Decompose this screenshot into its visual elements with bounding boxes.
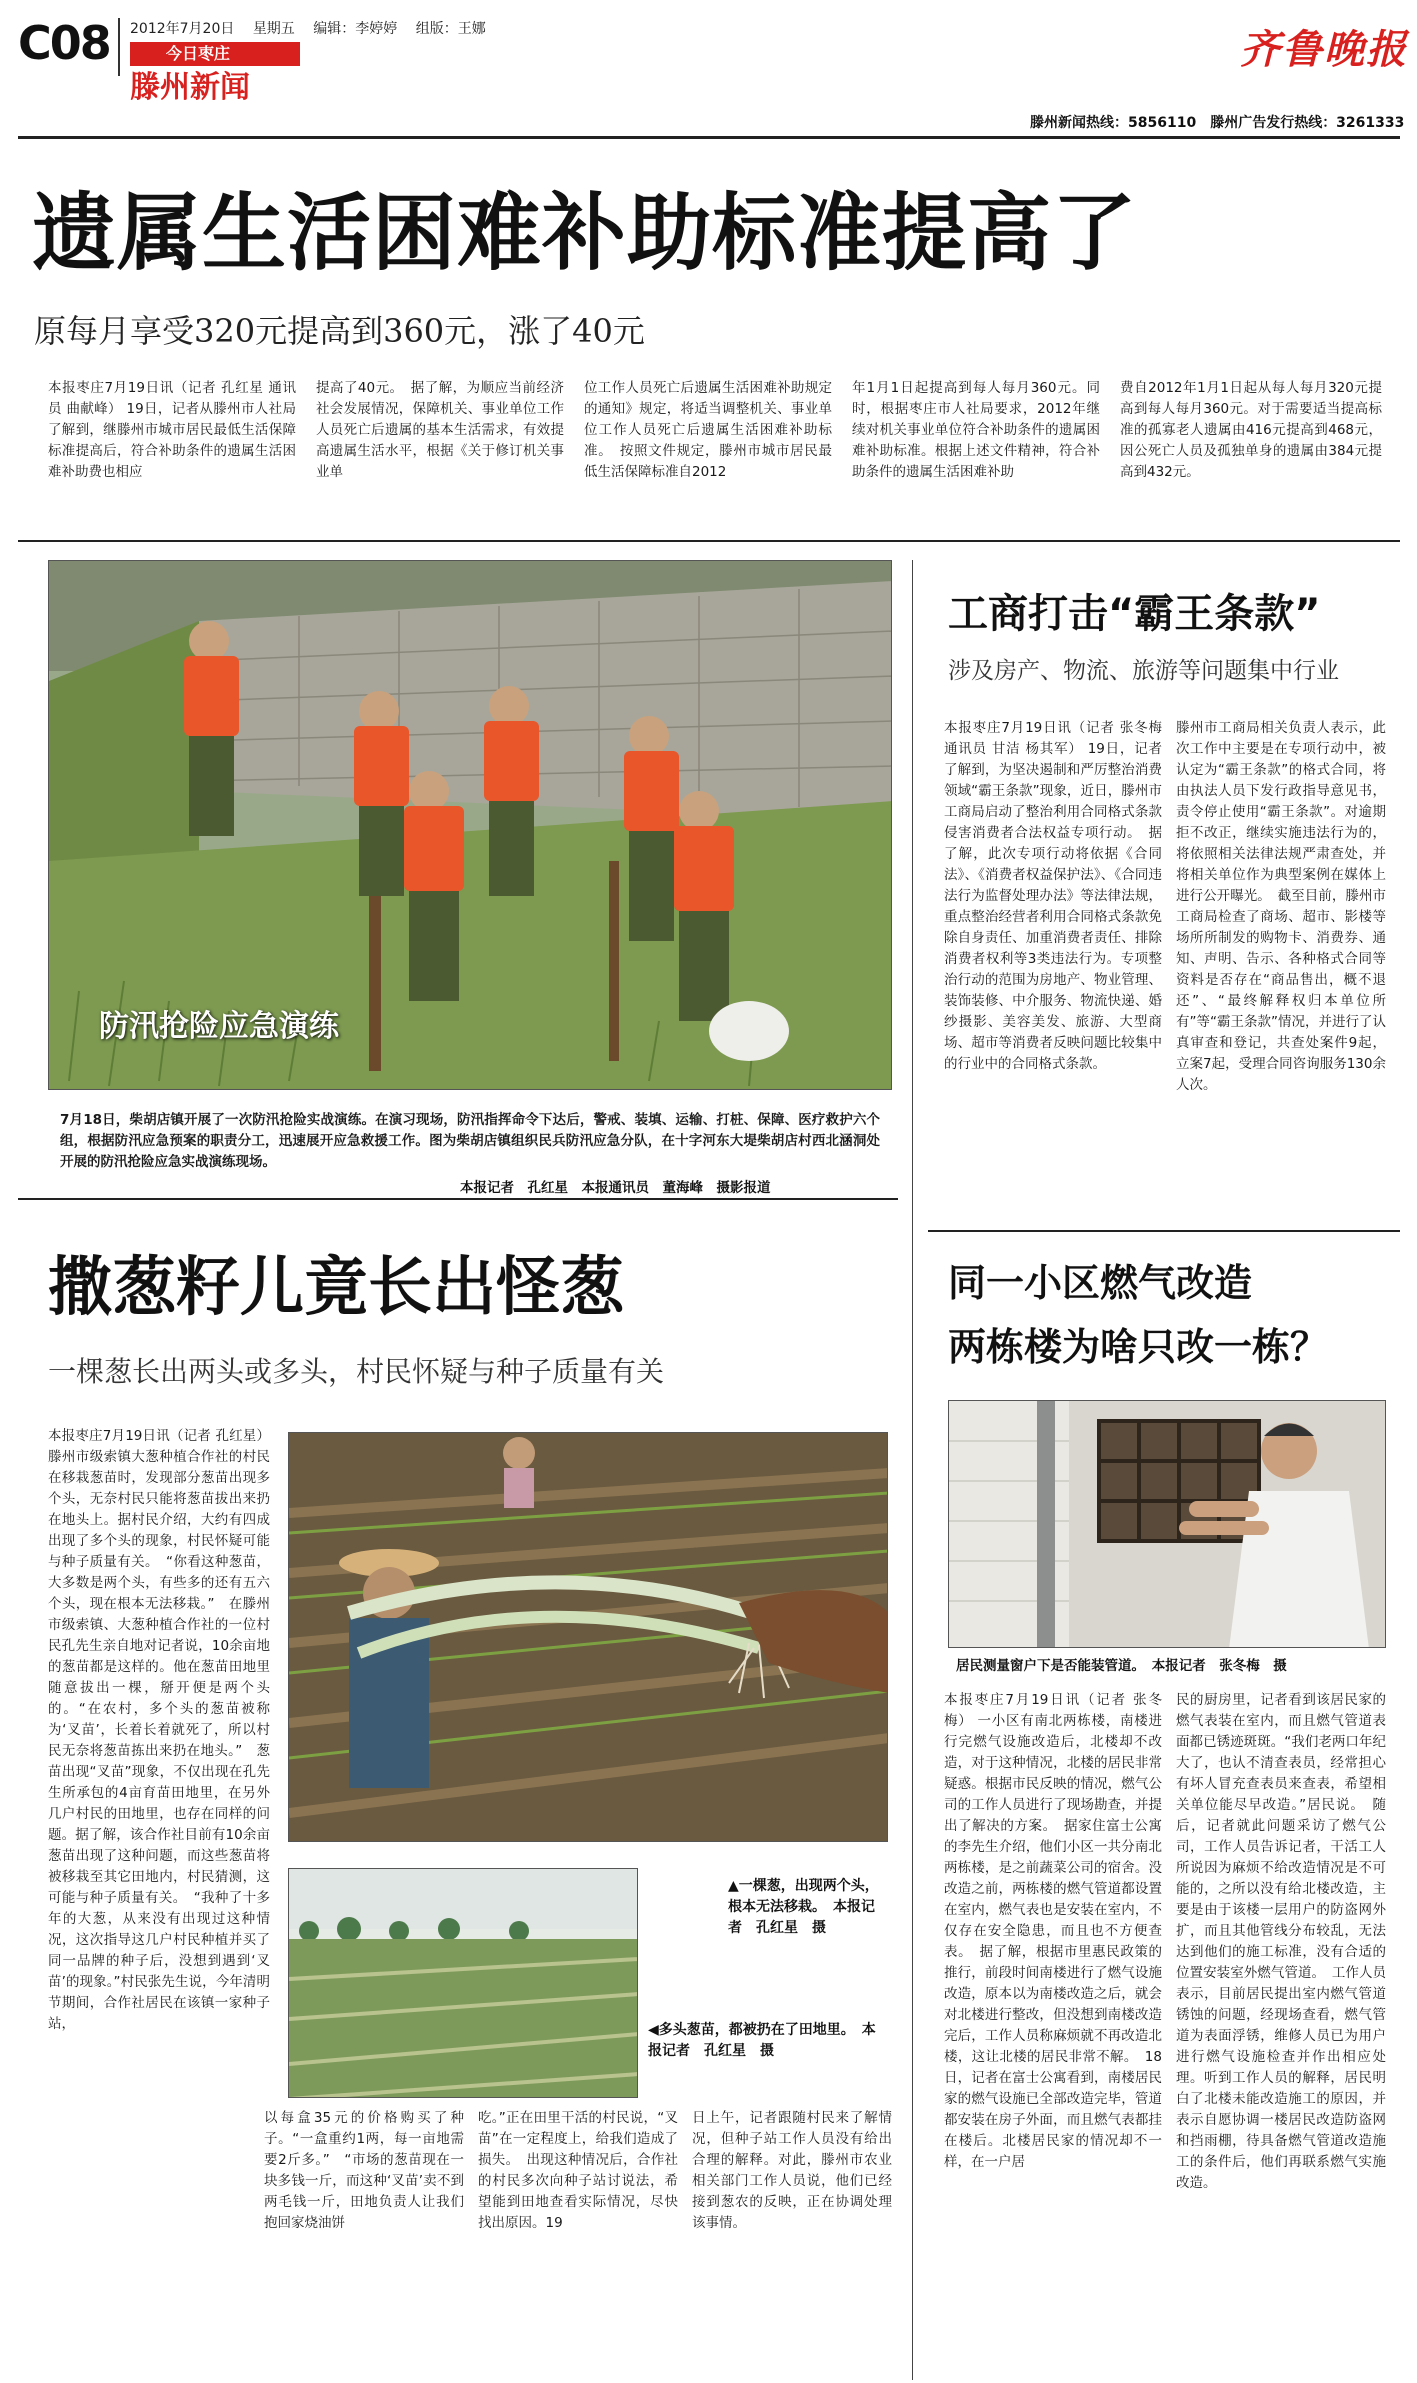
onion-col-3: 吃。”正在田里干活的村民说，“叉苗”在一定程度上，给我们造成了损失。 出现这种情况后，合作社的村民多次向种子站讨说法，希望能到田地查看实际情况，尽快找出原因。19	[478, 2110, 678, 2231]
section-rule-1	[18, 540, 1400, 542]
onion-image-2	[289, 1869, 638, 2098]
lead-col-1: 本报枣庄7月19日讯（记者 孔红星 通讯员 曲献峰） 19日，记者从滕州市人社局了解到，继滕州市城市居民最低生活保障标准提高后，符合补助条件的遗属生活困难补助费也相应	[48, 380, 296, 480]
section-tag: 今日枣庄	[130, 42, 300, 66]
page-number-divider	[118, 18, 120, 76]
brand-logo: 齐鲁晚报	[1240, 26, 1408, 73]
section-name: 滕州新闻	[130, 70, 250, 105]
flood-caption: 7月18日，柴胡店镇开展了一次防汛抢险实战演练。在演习现场，防汛指挥命令下达后，警戒、装填、运输、打桩、保障、医疗救护六个组，根据防汛应急预案的职责分工，迅速展开应急救援工作。图为柴胡店镇组织民兵防汛应急分队，在十字河东大堤柴胡店村西北涵洞处开展的防汛抢险应急实战演练现场。	[60, 1112, 880, 1170]
onion-image-1	[289, 1433, 888, 1842]
lead-headline: 遗属生活困难补助标准提高了	[32, 184, 1138, 282]
gas-headline-2: 两栋楼为啥只改一栋？	[948, 1325, 1329, 1369]
lead-col-3: 位工作人员死亡后遗属生活困难补助规定的通知》规定，将适当调整机关、事业单位工作人员死亡后遗属生活困难补助标准。 按照文件规定，滕州市城市居民最低生活保障标准自2012	[584, 380, 832, 480]
page-number: C08	[18, 16, 110, 70]
header-rule	[18, 136, 1400, 139]
section-rule-right	[928, 1230, 1400, 1232]
onion-col-2: 以每盒35元的价格购买了种子。“一盒重约1两，每一亩地需要2斤多。” “市场的葱苗现在一块多钱一斤，而这种‘叉苗’卖不到两毛钱一斤，田地负责人让我们抱回家烧油饼	[264, 2110, 464, 2231]
onion-headline: 撒葱籽儿竟长出怪葱	[48, 1251, 624, 1325]
gas-headline-1: 同一小区燃气改造	[948, 1261, 1253, 1305]
lead-col-2: 提高了40元。 据了解，为顺应当前经济社会发展情况，保障机关、事业单位工作人员死亡后遗属的基本生活需求，有效提高遗属生活水平，根据《关于修订机关事业单	[316, 380, 564, 480]
section-rule-2	[18, 1198, 898, 1200]
onion-caption-1: ▲一棵葱，出现两个头，根本无法移栽。 本报记者 孔红星 摄	[728, 1878, 879, 1936]
gas-col-2: 民的厨房里，记者看到该居民家的燃气表装在室内，而且燃气管道表面都已锈迹斑斑。“我们老两口年纪大了，也认不清查表员，经常担心有坏人冒充查表员来查表，希望相关单位能尽早改造。”居民说。 随后，记者就此问题采访了燃气公司，工作人员告诉记者，干活工人所说因为麻烦不给改造情况是不可能的，之所以没有给北楼改造，主要是由于该楼一层用户的防盗网外扩，而且其他管线分布较乱，无法达到他们的施工标准，没有合适的位置安装室外燃气管道。 工作人员表示，目前居民提出室内燃气管道锈蚀的问题，经现场查看，燃气管道为表面浮锈，维修人员已为用户进行燃气设施检查并作出相应处理。听到工作人员的解释，居民明白了北楼未能改造施工的原因，并表示自愿协调一楼居民改造防盗网和挡雨棚，待具备燃气管道改造施工的条件后，他们再联系燃气实施改造。	[1176, 1692, 1386, 2191]
hotline: 滕州新闻热线：5856110 滕州广告发行热线：3261333	[1030, 115, 1405, 131]
lead-subhead: 原每月享受320元提高到360元，涨了40元	[34, 312, 645, 350]
bawang-headline: 工商打击“霸王条款”	[948, 591, 1321, 637]
bawang-subhead: 涉及房产、物流、旅游等问题集中行业	[948, 658, 1339, 684]
gas-caption: 居民测量窗户下是否能装管道。 本报记者 张冬梅 摄	[956, 1658, 1287, 1674]
gas-col-1: 本报枣庄7月19日讯（记者 张冬梅） 一小区有南北两栋楼，南楼进行完燃气设施改造后，北楼却不改造，对于这种情况，北楼的居民非常疑惑。根据市民反映的情况，燃气公司的工作人员进行了现场勘查，并提出了解决的方案。 据家住富士公寓的李先生介绍，他们小区一共分南北两栋楼，是之前蔬菜公司的宿舍。没改造之前，两栋楼的燃气管道都设置在室内，燃气表也是安装在室内，不仅存在安全隐患，而且也不方便查表。 据了解，根据市里惠民政策的推行，前段时间南楼进行了燃气设施改造，原本以为南楼改造之后，就会对北楼进行整改，但没想到南楼改造完后，工作人员称麻烦就不再改造北楼，这让北楼的居民非常不解。 18日，记者在富士公寓看到，南楼居民家的燃气设施已全部改造完毕，管道都安装在房子外面，而且燃气表都挂在楼后。北楼居民家的情况却不一样，在一户居	[944, 1692, 1162, 2170]
bawang-col-1: 本报枣庄7月19日讯（记者 张冬梅 通讯员 甘洁 杨其军） 19日，记者了解到，为坚决遏制和严厉整治消费领域“霸王条款”现象，近日，滕州市工商局启动了整治利用合同格式条款侵害消费者合法权益专项行动。 据了解，此次专项行动将依据《合同法》、《消费者权益保护法》、《合同违法行为监督处理办法》等法律法规，重点整治经营者利用合同格式条款免除自身责任、加重消费者责任、排除消费者权利等3类违法行为。专项整治行动的范围为房地产、物业管理、装饰装修、中介服务、物流快递、婚纱摄影、美容美发、旅游、大型商场、超市等消费者反映问题比较集中的行业中的合同格式条款。	[944, 720, 1162, 1072]
lead-col-5: 费自2012年1月1日起从每人每月320元提高到每人每月360元。对于需要适当提高标准的孤寡老人遗属由416元提高到468元，因公死亡人员及孤独单身的遗属由384元提高到432元。	[1120, 380, 1382, 480]
weekday: 星期五	[252, 21, 295, 37]
column-divider-right	[912, 560, 913, 2380]
editor: 编辑：李婷婷	[313, 21, 398, 37]
onion-subhead: 一棵葱长出两头或多头，村民怀疑与种子质量有关	[48, 1355, 665, 1388]
bawang-col-2: 滕州市工商局相关负责人表示，此次工作中主要是在专项行动中，被认定为“霸王条款”的格式合同，将由执法人员下发行政指导意见书，责令停止使用“霸王条款”。对逾期拒不改正，继续实施违法行为的，将依照相关法律法规严肃查处，并将相关单位作为典型案例在媒体上进行公开曝光。 截至目前，滕州市工商局检查了商场、超市、影楼等场所所制发的购物卡、消费券、通知、声明、告示、各种格式合同等资料是否存在“商品售出，概不退还”、“最终解释权归本单位所有”等“霸王条款”情况，并进行了认真审查和登记，共查处案件9起，立案7起，受理合同咨询服务130余人次。	[1176, 720, 1386, 1093]
onion-col-4: 日上午，记者跟随村民来了解情况，但种子站工作人员没有给出合理的解释。对此，滕州市农业相关部门工作人员说，他们已经接到葱农的反映，正在协调处理该事情。	[692, 2110, 892, 2231]
gas-image	[949, 1401, 1386, 1648]
onion-caption-2: ◀多头葱苗，都被扔在了田地里。 本报记者 孔红星 摄	[648, 2022, 876, 2059]
date: 2012年7月20日	[130, 21, 235, 37]
lead-col-4: 年1月1日起提高到每人每月360元。同时，根据枣庄市人社局要求，2012年继续对机关事业单位符合补助条件的遗属困难补助标准。根据上述文件精神，符合补助条件的遗属生活困难补助	[852, 380, 1100, 480]
gas-photo	[948, 1400, 1386, 1648]
flood-photo-label: 防汛抢险应急演练	[99, 1009, 339, 1044]
onion-photo-1	[288, 1432, 888, 1842]
flood-drill-photo	[48, 560, 892, 1090]
onion-photo-2	[288, 1868, 638, 2098]
layout-editor: 组版：王娜	[415, 21, 486, 37]
issue-date	[130, 18, 486, 38]
onion-col-1: 本报枣庄7月19日讯（记者 孔红星） 滕州市级索镇大葱种植合作社的村民在移栽葱苗时，发现部分葱苗出现多个头，无奈村民只能将葱苗拔出来扔在地头上。据村民介绍，大约有四成出现了多个头的现象，村民怀疑可能与种子质量有关。 “你看这种葱苗，大多数是两个头，有些多的还有五六个头，现在根本无法移栽。” 在滕州市级索镇、大葱种植合作社的一位村民孔先生亲自地对记者说，10余亩地的葱苗都是这样的。他在葱苗田地里随意拔出一棵，掰开便是两个头的。“在农村，多个头的葱苗被称为‘叉苗’，长着长着就死了，所以村民无奈将葱苗拣出来扔在地头。” 葱苗出现“叉苗”现象，不仅出现在孔先生所承包的4亩育苗田地里，在另外几户村民的田地里，也存在同样的问题。据了解，该合作社目前有10余亩葱苗出现了这种问题，而这些葱苗将被移栽至其它田地内，村民猜测，这可能与种子质量有关。 “我种了十多年的大葱，从来没有出现过这种情况，这次指导这几户村民种植并买了同一品牌的种子后，没想到遇到‘叉苗’的现象。”村民张先生说，今年清明节期间，合作社居民在该镇一家种子站，	[48, 1428, 270, 2032]
flood-credit: 本报记者 孔红星 本报通讯员 董海峰 摄影报道	[460, 1180, 771, 1196]
